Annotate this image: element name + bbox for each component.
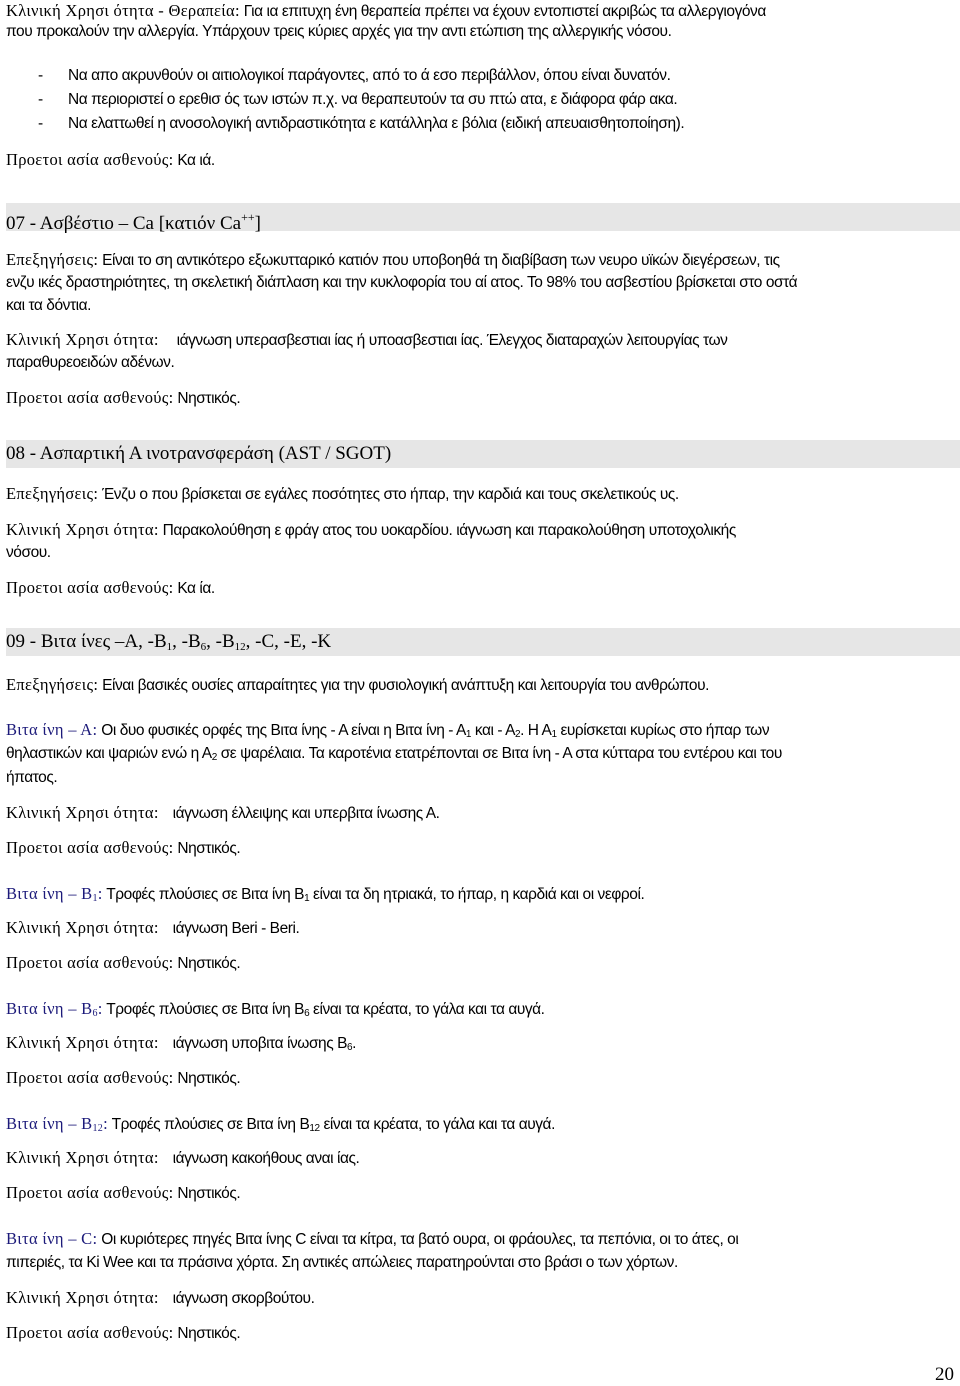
prep-label: Προετοι ασία ασθενούς: <box>6 953 174 972</box>
vitamin-c-prep-line: Προετοι ασία ασθενούς: Νηστικός. <box>6 1323 241 1342</box>
s07-expl-line-1: Επεξηγήσεις: Είναι το ση αντικότερο εξωκυτταρικό κατιόν που υποβοηθά τη διαβίβαση των νευρο υϊκών διεγέρσεων, τις <box>6 250 780 269</box>
intro-clinical-line-2: που προκαλούν την αλλεργία. Υπάρχουν τρεις κύριες αρχές για την αντι ετώπιση της αλλεργικής νόσου. <box>6 23 672 40</box>
vitamin-c-line-2: πιπεριές, τα Ki Wee και τα πράσινα χόρτα. Ση αντικές απώλειες παρατηρούνται στο βράσι ο των χόρτων. <box>6 1254 678 1271</box>
s07-expl-line-2: ενζυ ικές δραστηριότητες, τη σκελετική διάπλαση και την κυκλοφορία του αί ατος. Το 98% του ασβεστίου βρίσκεται στο οστά <box>6 274 798 291</box>
vitamin-b12-prep-line: Προετοι ασία ασθενούς: Νηστικός. <box>6 1183 241 1202</box>
vitamin-b1-line: Βιτα ίνη – Β1: Τροφές πλούσιες σε Βιτα ίνη Β1 είναι τα δη ητριακά, το ήπαρ, η καρδιά και οι νεφροί. <box>6 884 645 904</box>
section-08-title: 08 - Ασπαρτική Α ινοτρανσφεράση (AST / SGOT) <box>6 443 392 464</box>
prep-label: Προετοι ασία ασθενούς: <box>6 838 174 857</box>
bullet-item: - Να απο ακρυνθούν οι αιτιολογικοί παράγοντες, από το ά εσο περιβάλλον, όπου είναι δυνατόν. <box>38 67 671 84</box>
vitamin-b12-line: Βιτα ίνη – Β12: Τροφές πλούσιες σε Βιτα ίνη Β12 είναι τα κρέατα, το γάλα και τα αυγά. <box>6 1114 555 1134</box>
vitamin-a-clinical-line: Κλινική Χρησι ότητα: ιάγνωση έλλειψης και υπερβιτα ίνωσης Α. <box>6 803 440 822</box>
s08-prep-line: Προετοι ασία ασθενούς: Κα ία. <box>6 578 215 597</box>
clinical-use-label: Κλινική Χρησι ότητα: <box>6 918 159 937</box>
clinical-use-label: Κλινική Χρησι ότητα: <box>6 330 159 349</box>
clinical-use-text: Για ια επιτυχη ένη θεραπεία πρέπει να έχουν εντοπιστεί ακριβώς τα αλλεργιογόνα <box>243 3 766 20</box>
vitamin-c-line-1: Βιτα ίνη – C: Οι κυριότερες πηγές Βιτα ίνης C είναι τα κίτρα, τα βατό ουρα, οι φράουλες, τα πεπόνια, οι το άτες, οι <box>6 1229 739 1248</box>
vitamin-b1-clinical-line: Κλινική Χρησι ότητα: ιάγνωση Beri - Beri. <box>6 918 300 937</box>
clinical-use-label: Κλινική Χρησι ότητα: <box>6 803 159 822</box>
vitamin-c-label: Βιτα ίνη – C: <box>6 1229 98 1248</box>
s09-expl-line: Επεξηγήσεις: Είναι βασικές ουσίες απαραίτητες για την φυσιολογική ανάπτυξη και λειτουργία του ανθρώπου. <box>6 675 709 694</box>
clinical-use-label: Κλινική Χρησι ότητα: <box>6 520 159 539</box>
prep-value: Κα ιά. <box>177 152 215 169</box>
s07-expl-line-3: και τα δόντια. <box>6 297 91 314</box>
prep-label: Προετοι ασία ασθενούς: <box>6 578 174 597</box>
prep-label: Προετοι ασία ασθενούς: <box>6 388 174 407</box>
s07-clinical-line-2: παραθυρεοειδών αδένων. <box>6 354 175 371</box>
clinical-use-label: Κλινική Χρησι ότητα: <box>6 1148 159 1167</box>
vitamin-b12-clinical-line: Κλινική Χρησι ότητα: ιάγνωση κακοήθους αναι ίας. <box>6 1148 360 1167</box>
clinical-use-label: Κλινική Χρησι ότητα - Θεραπεία: <box>6 1 240 20</box>
prep-label: Προετοι ασία ασθενούς: <box>6 1183 174 1202</box>
intro-clinical-line-1 <box>6 1 952 22</box>
vitamin-b12-label: Βιτα ίνη – Β12: <box>6 1114 108 1134</box>
section-07-title: 07 - Ασβέστιο – Ca [κατιόν Ca++] <box>6 210 261 234</box>
bullet-item: - Να περιοριστεί ο ερεθισ ός των ιστών π.χ. να θεραπευτούν τα συ πτώ ατα, ε διάφορα φάρ ακα. <box>38 91 678 108</box>
vitamin-a-line-3: ήπατος. <box>6 769 58 786</box>
vitamin-b6-line: Βιτα ίνη – Β6: Τροφές πλούσιες σε Βιτα ίνη Β6 είναι τα κρέατα, το γάλα και τα αυγά. <box>6 999 545 1019</box>
prep-label: Προετοι ασία ασθενούς: <box>6 1068 174 1087</box>
prep-label: Προετοι ασία ασθενούς: <box>6 150 174 169</box>
vitamin-b6-clinical-line: Κλινική Χρησι ότητα: ιάγνωση υποβιτα ίνωσης Β6. <box>6 1033 356 1053</box>
vitamin-b6-prep-line: Προετοι ασία ασθενούς: Νηστικός. <box>6 1068 241 1087</box>
s07-prep-line: Προετοι ασία ασθενούς: Νηστικός. <box>6 388 241 407</box>
clinical-use-label: Κλινική Χρησι ότητα: <box>6 1288 159 1307</box>
vitamin-a-line-2: θηλαστικών και ψαριών ενώ η Α2 σε ψαρέλαια. Τα καροτένια ετατρέπονται σε Βιτα ίνη - Α στα κύτταρα του εντέρου και του <box>6 745 782 763</box>
explanation-label: Επεξηγήσεις: <box>6 250 99 269</box>
explanation-label: Επεξηγήσεις: <box>6 484 99 503</box>
vitamin-b6-label: Βιτα ίνη – Β6: <box>6 999 103 1019</box>
explanation-label: Επεξηγήσεις: <box>6 675 99 694</box>
bullet-item: - Να ελαττωθεί η ανοσολογική αντιδραστικότητα ε κατάλληλα ε βόλια (ειδική απευαισθητοποίηση). <box>38 115 685 132</box>
s08-clinical-line-1: Κλινική Χρησι ότητα: Παρακολούθηση ε φράγ ατος του υοκαρδίου. ιάγνωση και παρακολούθηση υποτοχολικής <box>6 520 736 539</box>
page-number: 20 <box>935 1364 954 1385</box>
vitamin-c-clinical-line: Κλινική Χρησι ότητα: ιάγνωση σκορβούτου. <box>6 1288 315 1307</box>
vitamin-a-label: Βιτα ίνη – Α: <box>6 720 98 739</box>
vitamin-a-line-1: Βιτα ίνη – Α: Οι δυο φυσικές ορφές της Βιτα ίνης - Α είναι η Βιτα ίνη - Α1 και - Α2. Η Α1 ευρίσκεται κυρίως στο ήπαρ των <box>6 720 770 740</box>
intro-prep-line <box>6 150 952 171</box>
clinical-use-label: Κλινική Χρησι ότητα: <box>6 1033 159 1052</box>
s08-clinical-line-2: νόσου. <box>6 544 51 561</box>
vitamin-b1-prep-line: Προετοι ασία ασθενούς: Νηστικός. <box>6 953 241 972</box>
section-09-title: 09 - Βιτα ίνες –Α, $-B_1$, $-B_6$, $-B_{12}$, -C, -E, -K <box>6 631 332 653</box>
s08-expl-line: Επεξηγήσεις: Ένζυ ο που βρίσκεται σε εγάλες ποσότητες στο ήπαρ, την καρδιά και τους σκελετικούς υς. <box>6 484 679 503</box>
prep-label: Προετοι ασία ασθενούς: <box>6 1323 174 1342</box>
s07-clinical-line-1: Κλινική Χρησι ότητα: ιάγνωση υπερασβεστιαι ίας ή υποασβεστιαι ίας. Έλεγχος διαταραχών λειτουργίας των <box>6 330 728 349</box>
vitamin-a-prep-line: Προετοι ασία ασθενούς: Νηστικός. <box>6 838 241 857</box>
vitamin-b1-label: Βιτα ίνη – Β1: <box>6 884 103 904</box>
